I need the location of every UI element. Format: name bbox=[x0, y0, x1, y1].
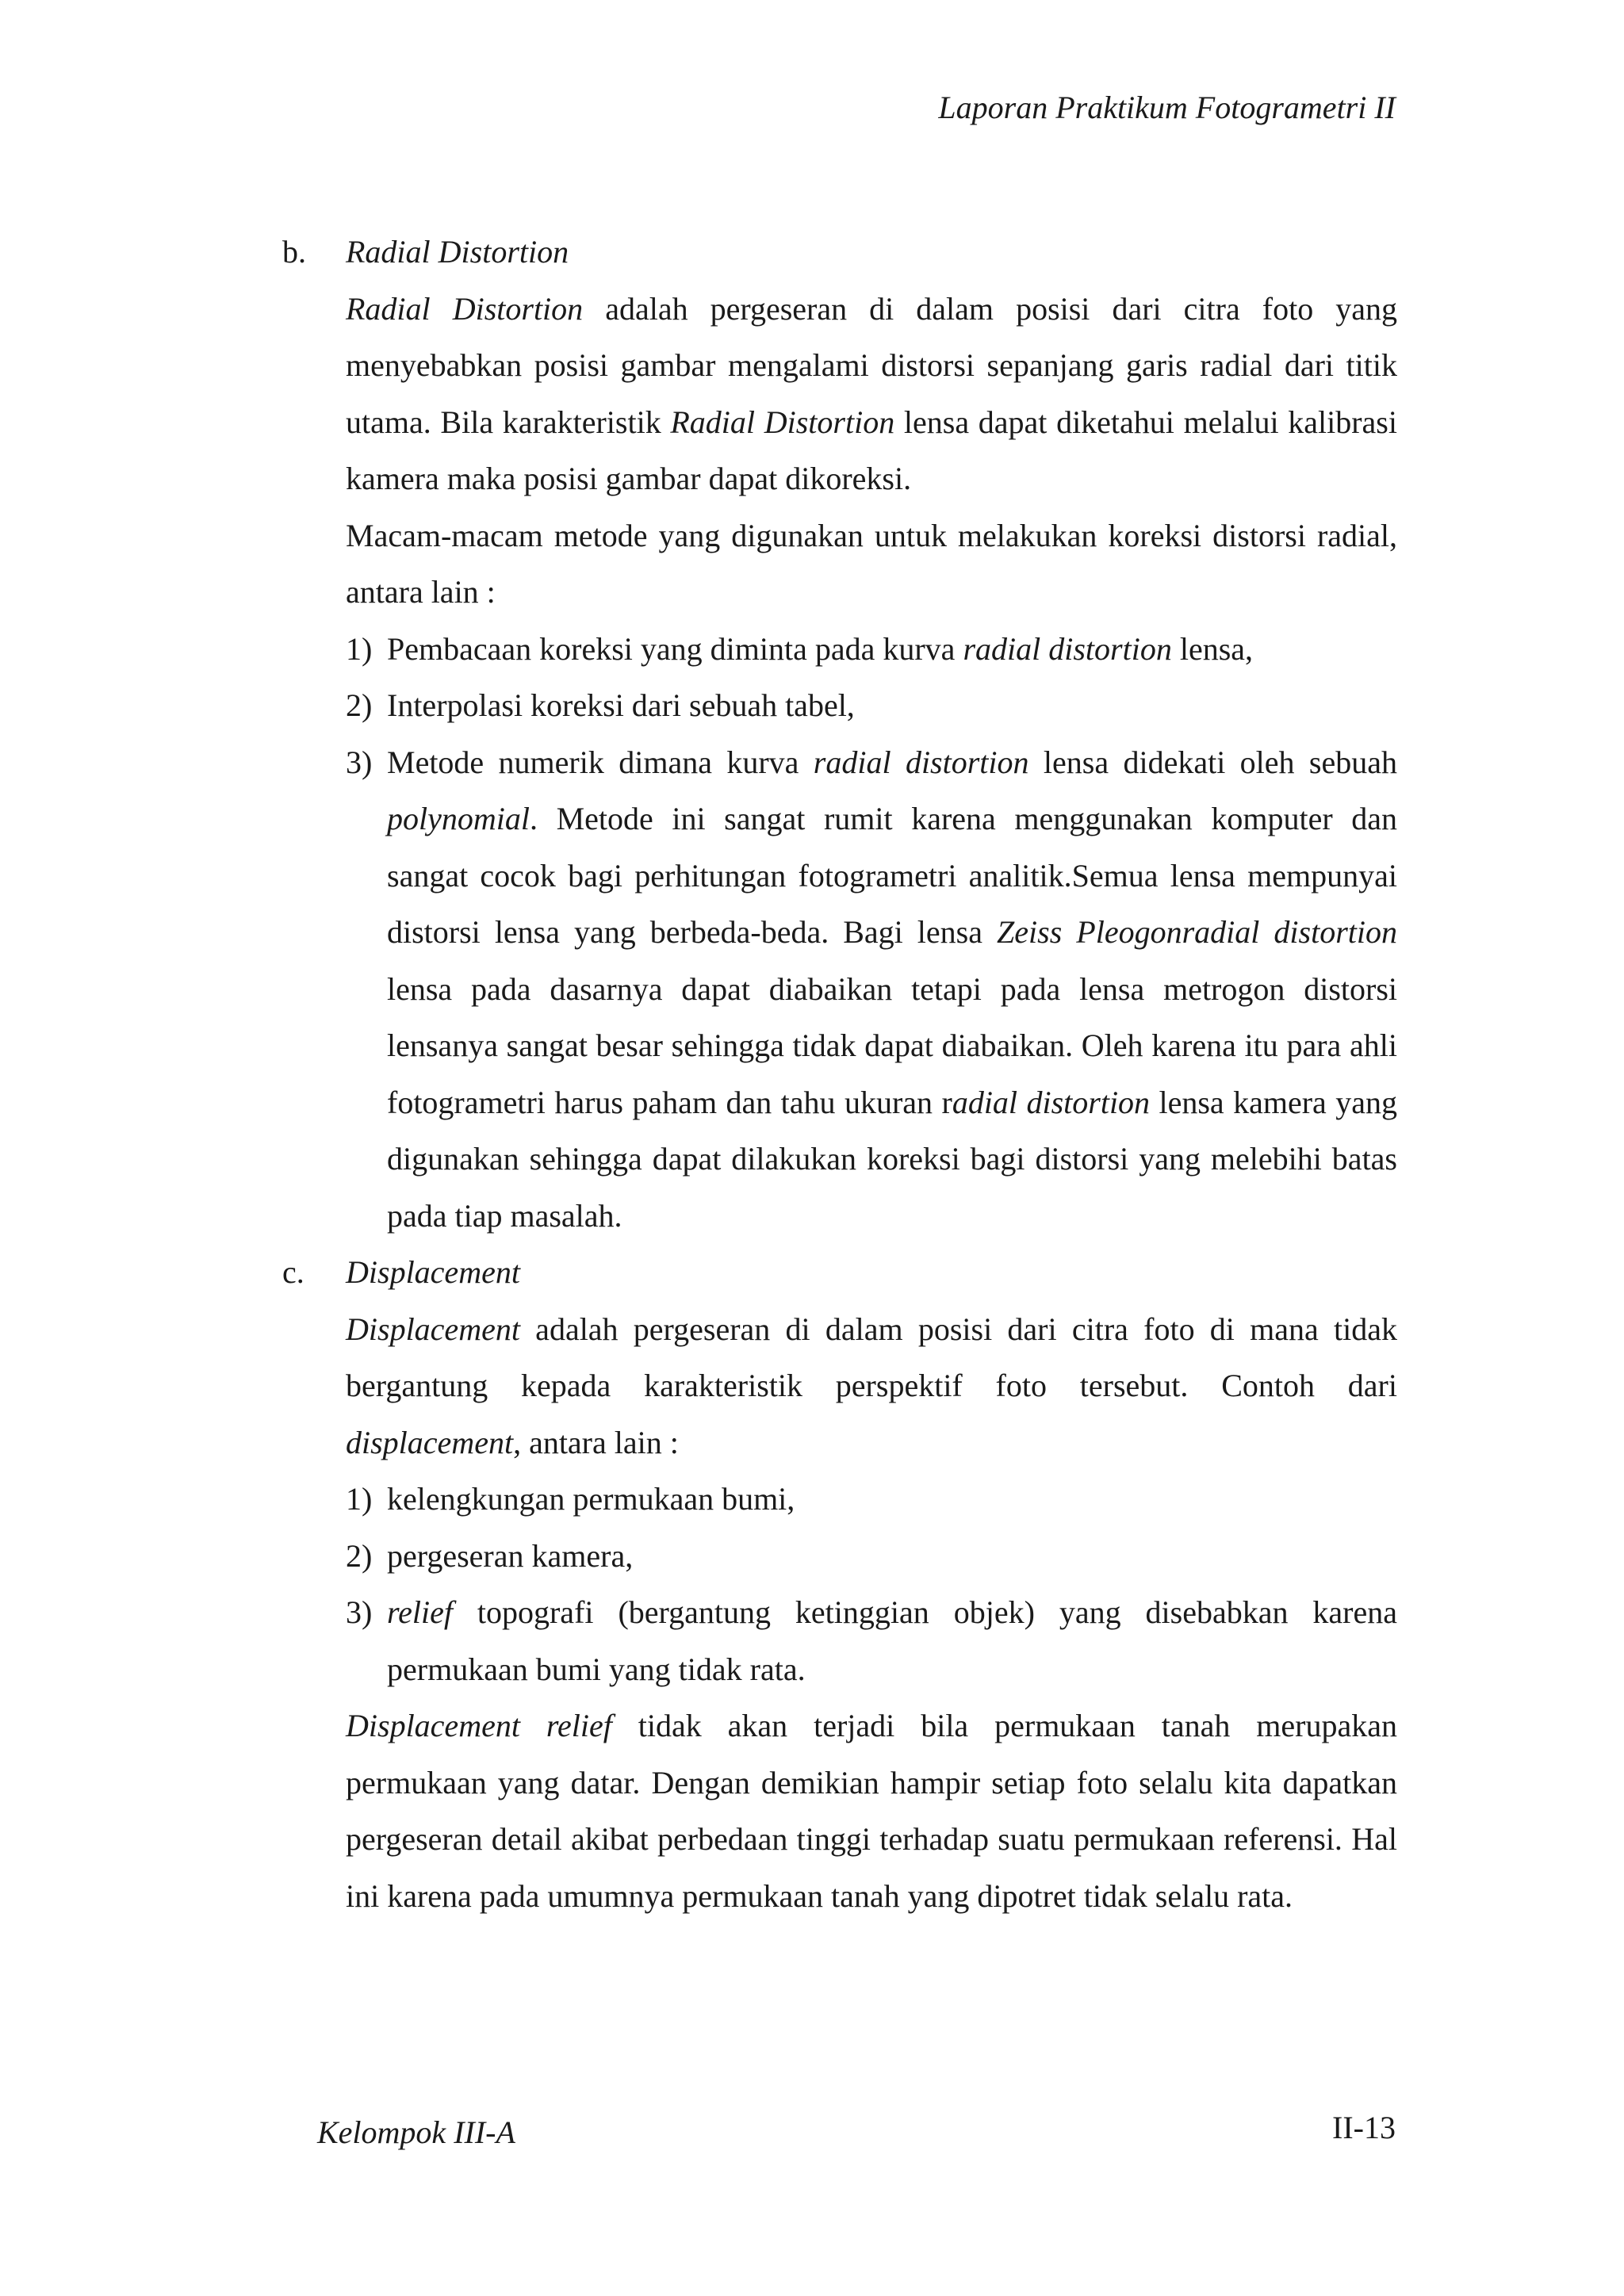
page-number: II-13 bbox=[1332, 2110, 1396, 2145]
text: pergeseran kamera, bbox=[387, 1537, 634, 1574]
text: lensa pada dasarnya dapat diabaikan tetapi pada lensa metrogon distorsi lensanya sangat besar sehingga tidak dapat diabaikan. Oleh karena itu para ahli fotogrametri harus paham dan tahu ukuran r bbox=[387, 970, 1397, 1120]
text: lensa didekati oleh sebuah bbox=[1028, 744, 1397, 780]
text: . Metode ini sangat rumit karena menggunakan komputer dan sangat cocok bagi perhitungan fotogrametri analitik.Semua lensa mempunyai distorsi lensa yang berbeda-beda. Bagi lensa bbox=[387, 801, 1397, 950]
term: displacement bbox=[346, 1424, 514, 1460]
text: Interpolasi koreksi dari sebuah tabel, bbox=[387, 687, 855, 723]
list-item bbox=[346, 621, 1397, 678]
section-b-heading bbox=[282, 224, 1397, 281]
section-b-title: Radial Distortion bbox=[346, 234, 569, 270]
section-b-paragraph-1 bbox=[346, 281, 1397, 507]
list-number: 1) bbox=[346, 630, 373, 667]
list-item bbox=[346, 734, 1397, 1245]
text: , antara lain : bbox=[513, 1424, 679, 1460]
text: Metode numerik dimana kurva bbox=[387, 744, 814, 780]
section-c-heading bbox=[282, 1244, 1397, 1301]
text: topografi (bergantung ketinggian objek) yang disebabkan karena permukaan bumi yang tidak rata. bbox=[387, 1594, 1397, 1687]
list-number: 3) bbox=[346, 744, 373, 780]
text: Pembacaan koreksi yang diminta pada kurva bbox=[387, 630, 963, 667]
term: Displacement relief bbox=[346, 1708, 612, 1743]
section-c-letter: c. bbox=[282, 1254, 304, 1290]
term: Radial Distortion bbox=[670, 404, 895, 440]
text: kelengkungan permukaan bumi, bbox=[387, 1481, 795, 1517]
list-item bbox=[346, 1471, 1397, 1528]
section-b-paragraph-2: Macam-macam metode yang digunakan untuk melakukan koreksi distorsi radial, antara lain : bbox=[346, 517, 1397, 610]
running-header: Laporan Praktikum Fotogrametri II bbox=[938, 90, 1396, 125]
text: tidak akan terjadi bila permukaan tanah merupakan permukaan yang datar. Dengan demikian hampir setiap foto selalu kita dapatkan pergeseran detail akibat perbedaan tinggi terhadap suatu permukaan referensi. Hal ini karena pada umumnya permukaan tanah yang dipotret tidak selalu rata. bbox=[346, 1708, 1397, 1914]
footer-group-label: Kelompok III-A bbox=[317, 2114, 515, 2150]
section-c-paragraph-2 bbox=[346, 1697, 1397, 1924]
section-b-letter: b. bbox=[282, 234, 306, 270]
term: Zeiss Pleogonradial distortion bbox=[997, 914, 1397, 950]
section-c-paragraph-1 bbox=[346, 1301, 1397, 1471]
list-number: 1) bbox=[346, 1481, 373, 1517]
list-number: 2) bbox=[346, 687, 373, 723]
term: Displacement bbox=[346, 1311, 520, 1347]
text: adalah pergeseran di dalam posisi dari citra foto yang menyebabkan posisi gambar mengalami distorsi sepanjang garis radial dari titik utama. Bila karakteristik bbox=[346, 290, 1397, 440]
list-item bbox=[346, 1528, 1397, 1585]
text: adalah pergeseran di dalam posisi dari citra foto di mana tidak bergantung kepada karakteristik perspektif foto tersebut. Contoh dari bbox=[346, 1311, 1397, 1403]
term: adial distortion bbox=[952, 1084, 1151, 1120]
list-item bbox=[346, 1584, 1397, 1697]
text: lensa dapat diketahui melalui kalibrasi kamera maka posisi gambar dapat dikoreksi. bbox=[346, 404, 1397, 496]
term: Radial Distortion bbox=[346, 290, 584, 327]
term: radial distortion bbox=[963, 630, 1172, 667]
term: polynomial bbox=[387, 801, 530, 836]
text: lensa kamera yang digunakan sehingga dapat dilakukan koreksi bagi distorsi yang melebihi batas pada tiap masalah. bbox=[387, 1084, 1398, 1234]
section-c-title: Displacement bbox=[346, 1254, 520, 1290]
term: radial distortion bbox=[813, 744, 1029, 780]
list-item bbox=[346, 677, 1397, 734]
text: lensa, bbox=[1171, 630, 1254, 667]
term: relief bbox=[387, 1594, 453, 1630]
page-body bbox=[282, 224, 1398, 1924]
list-number: 3) bbox=[346, 1594, 373, 1630]
list-number: 2) bbox=[346, 1537, 373, 1574]
